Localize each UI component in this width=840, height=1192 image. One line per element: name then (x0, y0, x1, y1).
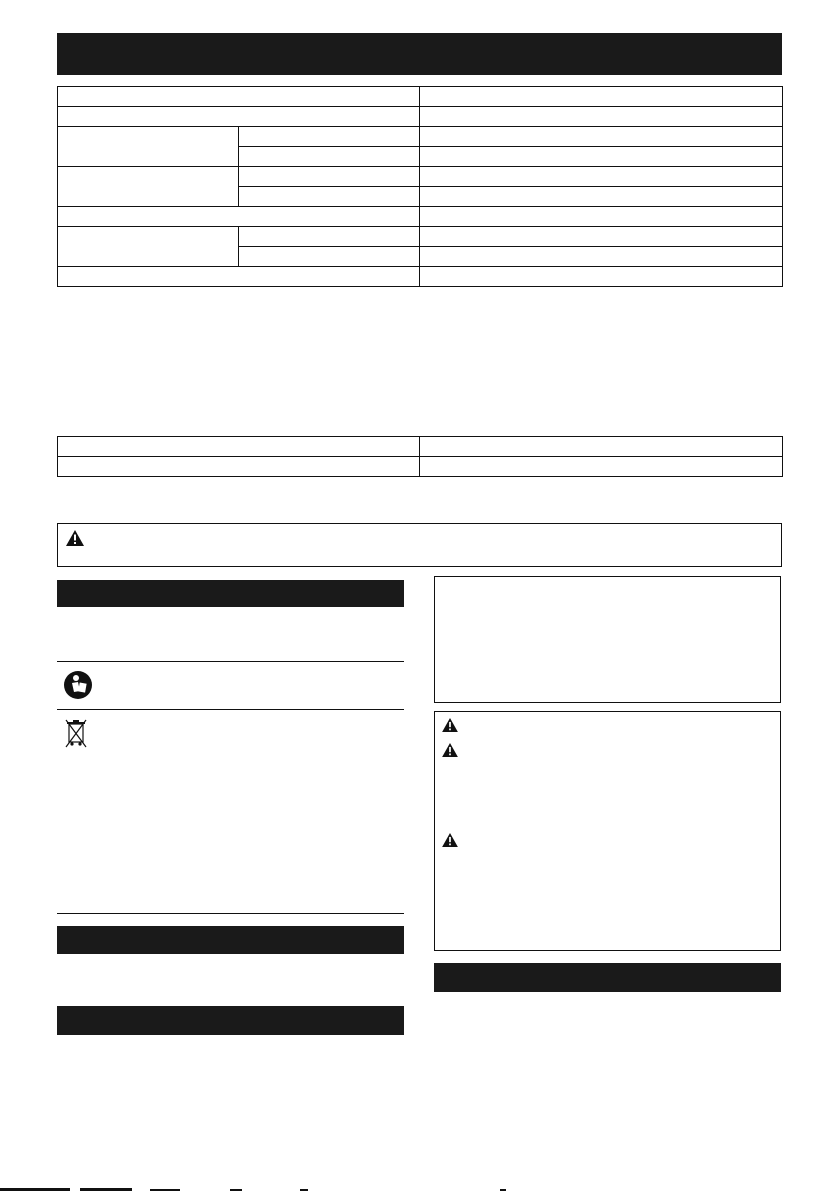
divider (57, 913, 404, 914)
table-row (58, 87, 783, 107)
spec-sublabel (239, 247, 420, 267)
symbols-heading-bar (57, 580, 404, 607)
spec-sublabel (239, 167, 420, 187)
spec-label (58, 227, 239, 267)
table-row (58, 207, 783, 227)
table-row (58, 227, 783, 247)
divider (57, 709, 404, 710)
battery-value (420, 437, 783, 457)
divider (57, 661, 404, 662)
bottom-edge-strip (0, 1186, 840, 1192)
spec-label (58, 167, 239, 207)
spec-label (58, 87, 420, 107)
right-section-heading-bar (434, 963, 781, 992)
spec-value (420, 267, 783, 287)
warning-triangle-icon (442, 718, 458, 732)
spec-value (420, 247, 783, 267)
spec-label (58, 107, 420, 127)
table-row (58, 167, 783, 187)
spec-label (58, 127, 239, 167)
table-row (58, 437, 783, 457)
warning-triangle-icon (442, 743, 458, 757)
page-title-bar (57, 33, 782, 75)
spec-value (420, 147, 783, 167)
warning-banner (57, 523, 782, 567)
spec-value (420, 127, 783, 147)
spec-value (420, 227, 783, 247)
spec-sublabel (239, 127, 420, 147)
warning-triangle-icon (66, 530, 84, 546)
battery-table (57, 436, 783, 477)
warning-triangle-icon (442, 833, 458, 847)
warnings-box (434, 711, 781, 951)
spec-sublabel (239, 227, 420, 247)
table-row (58, 127, 783, 147)
spec-value (420, 167, 783, 187)
battery-label (58, 457, 420, 477)
read-manual-icon (64, 671, 92, 704)
battery-value (420, 457, 783, 477)
note-box (434, 576, 781, 703)
spec-value (420, 207, 783, 227)
spec-table (57, 86, 783, 287)
spec-sublabel (239, 147, 420, 167)
table-row (58, 107, 783, 127)
crossed-out-bin-icon (64, 718, 88, 753)
intended-use-heading-bar (57, 926, 404, 954)
battery-label (58, 437, 420, 457)
spec-sublabel (239, 187, 420, 207)
spec-label (58, 207, 420, 227)
table-row (58, 267, 783, 287)
spec-value (420, 107, 783, 127)
spec-label (58, 267, 420, 287)
safety-heading-bar (57, 1006, 404, 1035)
table-row (58, 457, 783, 477)
spec-value (420, 187, 783, 207)
spec-value (420, 87, 783, 107)
